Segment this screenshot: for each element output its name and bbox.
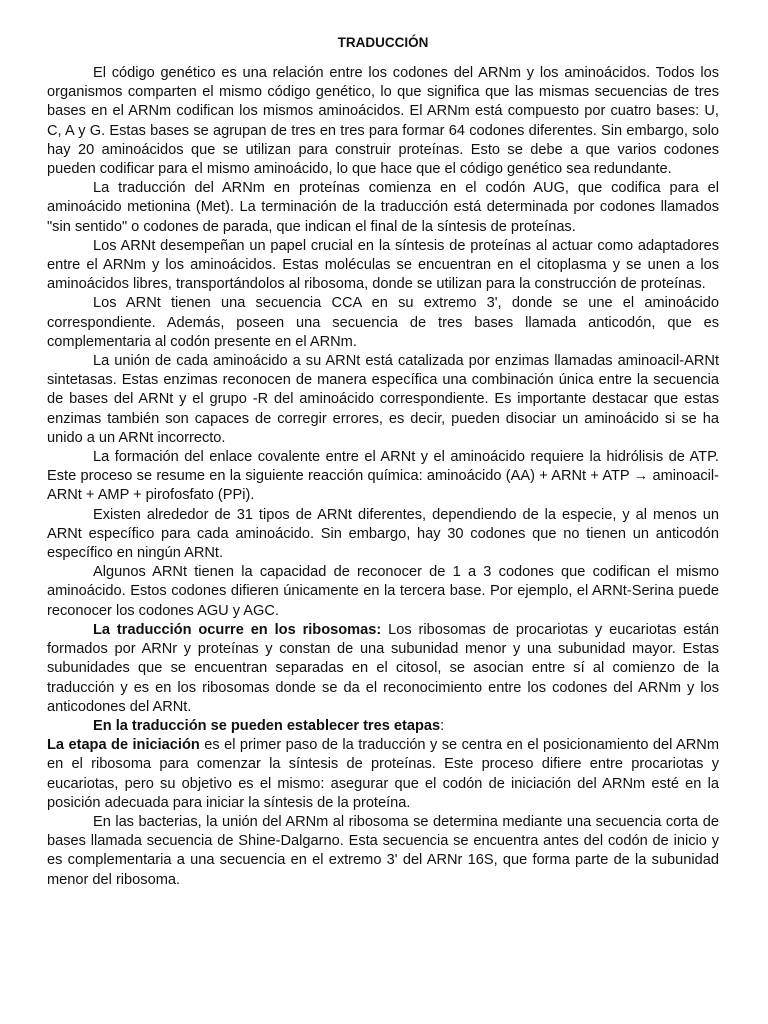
paragraph-7 xyxy=(47,506,719,564)
paragraph-12 xyxy=(47,813,719,890)
paragraph-3 xyxy=(47,237,719,295)
paragraph-text: Los ARNt desempeñan un papel crucial en la síntesis de proteínas al actuar como adaptadores entre el ARNm y los aminoácidos. Estas moléculas se encuentran en el citoplasma y se unen a los aminoácidos libres, transportándolos al ribosoma, donde se utilizan para la construcción de proteínas. xyxy=(47,237,719,293)
paragraph-text: : xyxy=(440,717,445,734)
paragraph-4 xyxy=(47,294,719,352)
paragraph-text: El código genético es una relación entre los codones del ARNm y los aminoácidos. Todos los organismos comparten el mismo código genético, lo que significa que las mismas secuencias de tres bases en el ARNm codifican los mismos aminoácidos. El ARNm está compuesto por cuatro bases: U, C, A y G. Estas bases se agrupan de tres en tres para formar 64 codones diferentes. Sin embargo, solo hay 20 aminoácidos que se utilizan para construir proteínas. Esto se debe a que varios codones pueden codificar para el mismo aminoácido, lo que hace que el código genético sea redundante. xyxy=(47,65,719,178)
paragraph-6 xyxy=(47,448,719,506)
paragraph-text: La formación del enlace covalente entre el ARNt y el aminoácido requiere la hidrólisis de ATP. Este proceso se resume en la siguiente reacción química: aminoácido (AA) + ARNt + ATP → aminoacil-ARNt + AMP + pirofosfato (PPi). xyxy=(47,449,719,504)
paragraph-text: Algunos ARNt tienen la capacidad de reconocer de 1 a 3 codones que codifican el mismo aminoácido. Estos codones difieren únicamente en la tercera base. Por ejemplo, el ARNt-Serina puede reconocer los codones AGU y AGC. xyxy=(47,564,719,619)
paragraph-ribosomas xyxy=(47,621,719,717)
paragraph-text: En las bacterias, la unión del ARNm al ribosoma se determina mediante una secuencia corta de bases llamada secuencia de Shine-Dalgarno. Esta secuencia se encuentra antes del codón de inicio y es complementaria a una secuencia en el extremo 3' del ARNr 16S, que forma parte de la subunidad menor del ribosoma. xyxy=(47,813,719,888)
paragraph-iniciacion xyxy=(47,736,719,813)
document-page xyxy=(47,33,719,890)
paragraph-etapas xyxy=(47,717,719,736)
paragraph-5 xyxy=(47,352,719,448)
paragraph-heading: La etapa de iniciación xyxy=(47,737,200,754)
paragraph-text: La traducción del ARNm en proteínas comienza en el codón AUG, que codifica para el aminoácido metionina (Met). La terminación de la traducción está determinada por codones llamados "sin sentido" o codones de parada, que indican el final de la síntesis de proteínas. xyxy=(47,180,719,235)
paragraph-2 xyxy=(47,179,719,237)
paragraph-text: Los ARNt tienen una secuencia CCA en su extremo 3', donde se une el aminoácido correspondiente. Además, poseen una secuencia de tres bases llamada anticodón, que es complementaria al codón presente en el ARNm. xyxy=(47,295,719,350)
paragraph-text: Existen alrededor de 31 tipos de ARNt diferentes, dependiendo de la especie, y al menos un ARNt específico para cada aminoácido. Sin embargo, hay 30 codones que no tienen un anticodón específico en ningún ARNt. xyxy=(47,506,719,562)
paragraph-text: La unión de cada aminoácido a su ARNt está catalizada por enzimas llamadas aminoacil-ARNt sintetasas. Estas enzimas reconocen de manera específica una combinación única entre la secuencia de bases del ARNt y el grupo -R del aminoácido correspondiente. Es importante destacar que estas enzimas también son capaces de corregir errores, es decir, pueden disociar un aminoácido si se ha unido a un ARNt incorrecto. xyxy=(47,353,719,446)
document-title: TRADUCCIÓN xyxy=(337,35,429,50)
paragraph-heading: En la traducción se pueden establecer tres etapas xyxy=(93,717,441,734)
paragraph-1 xyxy=(47,64,719,179)
paragraph-heading: La traducción ocurre en los ribosomas: xyxy=(93,621,382,638)
paragraph-8 xyxy=(47,563,719,621)
paragraph-text: es el primer paso de la traducción y se centra en el posicionamiento del ARNm en el ribosoma para comenzar la síntesis de proteínas. Este proceso difiere entre procariotas y eucariotas, pero su objetivo es el mismo: asegurar que el codón de iniciación del ARNm esté en la posición adecuada para iniciar la síntesis de la proteína. xyxy=(47,737,719,811)
paragraph-text: Los ribosomas de procariotas y eucariotas están formados por ARNr y proteínas y constan de una subunidad menor y una subunidad mayor. Estas subunidades que se encuentran separadas en el citosol, se asocian entre sí al comienzo de la traducción y es en los ribosomas donde se da el reconocimiento entre los codones del ARNm y los anticodones del ARNt. xyxy=(47,621,719,715)
